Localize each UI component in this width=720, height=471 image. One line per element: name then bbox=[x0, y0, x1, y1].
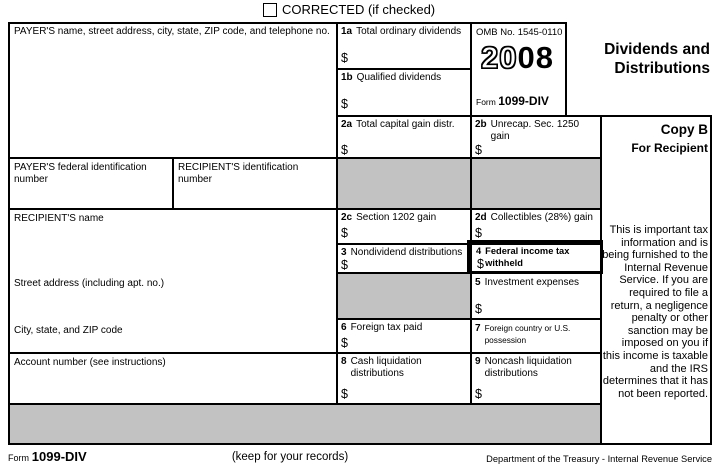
box-8-amount[interactable]: $ bbox=[341, 387, 348, 401]
recipient-notice: This is important tax information and is being furnished to the Internal Revenue Service. If you are required to file a return, a negligence penalty or other sanction may be imposed on you if this income is taxable and the IRS determines that it has not been reported. bbox=[602, 224, 708, 400]
box-2b-amount[interactable]: $ bbox=[475, 143, 482, 157]
payer-name-label: PAYER'S name, street address, city, state, ZIP code, and telephone no. bbox=[14, 26, 330, 37]
corrected-checkbox[interactable] bbox=[263, 3, 277, 17]
for-recipient-label: For Recipient bbox=[631, 141, 708, 155]
box-5-number: 5 bbox=[475, 277, 481, 288]
box-1b-text: Qualified dividends bbox=[356, 72, 442, 83]
account-number-field[interactable] bbox=[8, 352, 336, 403]
footer-form-number: 1099-DIV bbox=[31, 449, 87, 464]
corrected-label: CORRECTED (if checked) bbox=[282, 2, 436, 17]
box-3-number: 3 bbox=[341, 247, 347, 258]
footer-form-word: Form bbox=[8, 453, 29, 463]
box-5-label bbox=[475, 277, 599, 289]
box-4-label bbox=[476, 246, 598, 269]
box-4-text: Federal income tax withheld bbox=[485, 246, 570, 268]
box-7-label bbox=[475, 323, 599, 346]
box-2c-number: 2c bbox=[341, 212, 353, 223]
box-2b-label bbox=[475, 119, 599, 142]
box-2d-amount[interactable]: $ bbox=[475, 226, 482, 240]
grid-line bbox=[8, 352, 600, 354]
payer-name-field[interactable] bbox=[8, 22, 336, 157]
form-word: Form bbox=[476, 97, 496, 107]
box-5-amount[interactable]: $ bbox=[475, 302, 482, 316]
shaded-cell bbox=[470, 157, 600, 208]
box-2a-text: Total capital gain distr. bbox=[356, 119, 455, 130]
copy-b-label: Copy B bbox=[660, 122, 708, 137]
box-3-label bbox=[341, 247, 469, 259]
box-1b-amount[interactable]: $ bbox=[341, 97, 348, 111]
street-address-label: Street address (including apt. no.) bbox=[14, 278, 165, 289]
city-state-zip-label: City, state, and ZIP code bbox=[14, 325, 123, 336]
grid-line bbox=[565, 22, 567, 117]
tax-year bbox=[470, 40, 565, 76]
box-7-number: 7 bbox=[475, 323, 481, 334]
box-1a-amount[interactable]: $ bbox=[341, 51, 348, 65]
box-6-amount[interactable]: $ bbox=[341, 336, 348, 350]
box-2d-label bbox=[475, 212, 599, 224]
grid-line bbox=[8, 443, 712, 445]
grid-line bbox=[336, 115, 712, 117]
recipient-address-field[interactable] bbox=[8, 208, 336, 352]
footer-form-id bbox=[8, 451, 87, 465]
keep-for-records-note: (keep for your records) bbox=[231, 451, 349, 463]
box-6-text: Foreign tax paid bbox=[350, 322, 423, 333]
box-1a-text: Total ordinary dividends bbox=[356, 26, 462, 37]
box-2c-label bbox=[341, 212, 467, 224]
box-3-amount[interactable]: $ bbox=[341, 258, 348, 272]
omb-number: OMB No. 1545-0110 bbox=[476, 27, 563, 38]
account-number-label: Account number (see instructions) bbox=[14, 357, 166, 368]
box-1a-label bbox=[341, 26, 467, 38]
box-2a-number: 2a bbox=[341, 119, 353, 130]
grid-line bbox=[8, 22, 10, 445]
box-2c-text: Section 1202 gain bbox=[356, 212, 437, 223]
box-6-number: 6 bbox=[341, 322, 347, 333]
box-9-text: Noncash liquidation distributions bbox=[484, 356, 572, 379]
grid-line bbox=[336, 318, 600, 320]
grid-line bbox=[172, 157, 174, 208]
form-number-box bbox=[476, 96, 549, 109]
box-9-amount[interactable]: $ bbox=[475, 387, 482, 401]
box-3-text: Nondividend distributions bbox=[350, 247, 463, 258]
grid-line bbox=[8, 403, 600, 405]
recipient-name-label: RECIPIENT'S name bbox=[14, 213, 104, 224]
grid-line bbox=[710, 115, 712, 445]
grid-line bbox=[336, 22, 338, 403]
box-6-label bbox=[341, 322, 467, 334]
box-8-text: Cash liquidation distributions bbox=[350, 356, 422, 379]
box-2a-amount[interactable]: $ bbox=[341, 143, 348, 157]
box-4-number: 4 bbox=[476, 246, 482, 256]
box-9-number: 9 bbox=[475, 356, 481, 367]
form-title: Dividends and Distributions bbox=[604, 41, 710, 77]
box-2d-number: 2d bbox=[475, 212, 487, 223]
box-2b-text: Unrecap. Sec. 1250 gain bbox=[490, 119, 580, 142]
box-1b-label bbox=[341, 72, 467, 84]
grid-line bbox=[8, 22, 565, 24]
shaded-cell bbox=[336, 272, 470, 318]
box-8-number: 8 bbox=[341, 356, 347, 367]
year-bold: 08 bbox=[517, 40, 554, 75]
grid-line bbox=[336, 68, 470, 70]
box-2c-amount[interactable]: $ bbox=[341, 226, 348, 240]
box-2b-number: 2b bbox=[475, 119, 487, 130]
box-1a-number: 1a bbox=[341, 26, 353, 37]
recipient-id-label: RECIPIENT'S identification number bbox=[178, 162, 299, 185]
box-2d-text: Collectibles (28%) gain bbox=[490, 212, 593, 223]
shaded-cell bbox=[336, 157, 470, 208]
grid-line bbox=[8, 157, 600, 159]
grid-line bbox=[8, 208, 600, 210]
grid-line bbox=[470, 22, 472, 403]
treasury-dept-note: Department of the Treasury - Internal Revenue Service bbox=[486, 454, 712, 464]
payer-fed-id-field[interactable] bbox=[8, 157, 172, 208]
box-1b-number: 1b bbox=[341, 72, 353, 83]
box-9-label bbox=[475, 356, 593, 379]
box-8-label bbox=[341, 356, 461, 379]
year-outline: 20 bbox=[481, 40, 518, 75]
box-5-text: Investment expenses bbox=[484, 277, 580, 288]
form-number: 1099-DIV bbox=[498, 94, 549, 108]
recipient-id-field[interactable] bbox=[172, 157, 336, 208]
payer-fed-id-label: PAYER'S federal identification number bbox=[14, 162, 147, 185]
box-7-text: Foreign country or U.S. possession bbox=[484, 323, 571, 345]
box-4-amount[interactable]: $ bbox=[477, 257, 484, 271]
box-2a-label bbox=[341, 119, 467, 131]
shaded-band bbox=[8, 403, 600, 443]
